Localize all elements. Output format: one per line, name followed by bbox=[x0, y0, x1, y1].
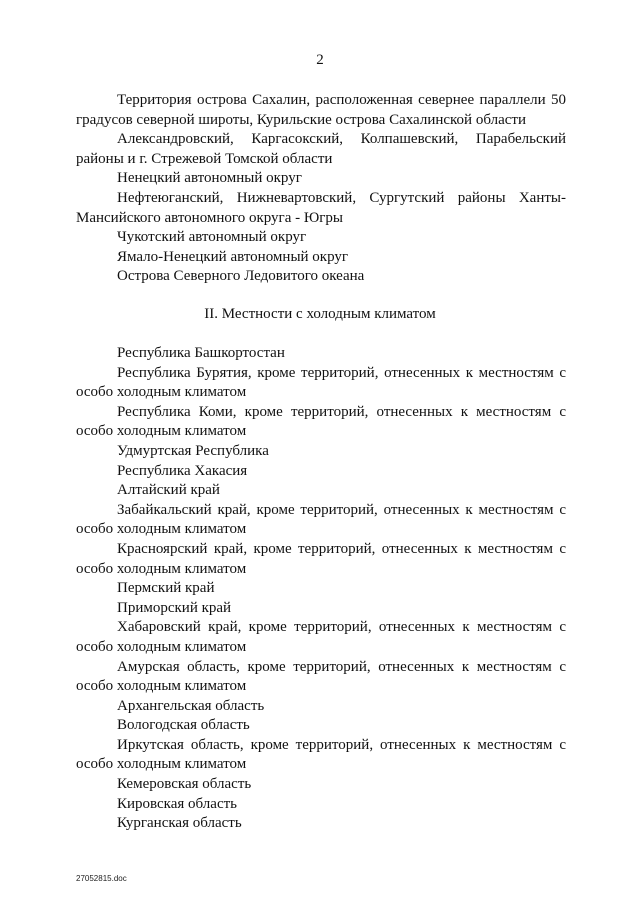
section-2-list bbox=[76, 344, 566, 834]
list-item: Удмуртская Республика bbox=[117, 442, 269, 459]
list-item: Приморский край bbox=[117, 599, 232, 616]
list-item: Алтайский край bbox=[117, 482, 220, 499]
list-item: Курганская область bbox=[117, 815, 242, 832]
list-item: Амурская область, кроме территорий, отнесенных к местностям с особо холодным климатом bbox=[76, 658, 566, 695]
page-number: 2 bbox=[316, 52, 324, 68]
list-item: Архангельская область bbox=[117, 697, 265, 714]
list-item: Хабаровский край, кроме территорий, отнесенных к местностям с особо холодным климатом bbox=[76, 619, 566, 655]
list-item: Территория острова Сахалин, расположенная севернее параллели 50 градусов северной широты, Курильские острова Сахалинской области bbox=[76, 92, 566, 128]
list-item: Республика Башкортостан bbox=[117, 345, 285, 361]
list-item: Республика Хакасия bbox=[117, 462, 248, 479]
list-item: Красноярский край, кроме территорий, отнесенных к местностям с особо холодным климатом bbox=[76, 540, 566, 577]
list-item: Нефтеюганский, Нижневартовский, Сургутский районы Ханты-Мансийского автономного округа - Югры bbox=[76, 189, 566, 226]
section-1-list bbox=[76, 91, 566, 287]
list-item: Вологодская область bbox=[117, 717, 250, 734]
list-item: Кемеровская область bbox=[117, 776, 252, 793]
list-item: Иркутская область, кроме территорий, отнесенных к местностям с особо холодным климатом bbox=[76, 736, 566, 773]
list-item: Острова Северного Ледовитого океана bbox=[117, 268, 365, 285]
list-item: Александровский, Каргасокский, Колпашевский, Парабельский районы и г. Стрежевой Томской области bbox=[76, 131, 566, 167]
section-2-heading: II. Местности с холодным климатом bbox=[204, 306, 436, 322]
list-item: Республика Коми, кроме территорий, отнесенных к местностям с особо холодным климатом bbox=[76, 403, 566, 440]
list-item: Забайкальский край, кроме территорий, отнесенных к местностям с особо холодным климатом bbox=[76, 501, 566, 538]
footer-filename: 27052815.doc bbox=[76, 874, 127, 883]
list-item: Ямало-Ненецкий автономный округ bbox=[117, 248, 349, 265]
list-item: Республика Бурятия, кроме территорий, отнесенных к местностям с особо холодным климатом bbox=[76, 364, 566, 401]
list-item: Пермский край bbox=[117, 580, 215, 597]
list-item: Кировская область bbox=[117, 795, 238, 812]
list-item: Ненецкий автономный округ bbox=[117, 170, 302, 187]
list-item: Чукотский автономный округ bbox=[117, 229, 307, 246]
